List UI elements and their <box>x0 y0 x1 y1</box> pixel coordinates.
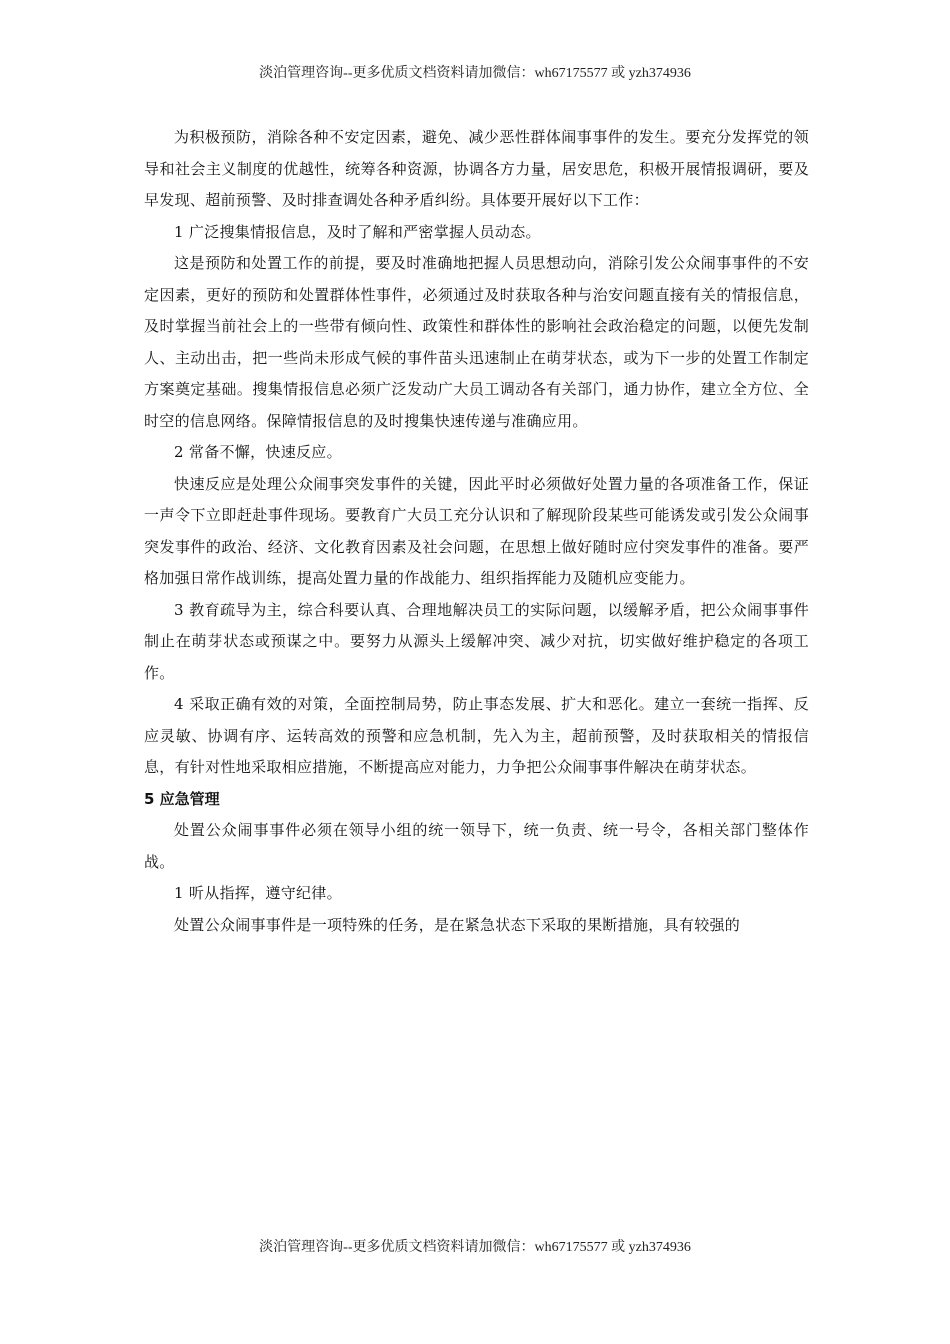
paragraph-item-1-body: 这是预防和处置工作的前提，要及时准确地把握人员思想动向，消除引发公众闹事事件的不安定因素，更好的预防和处置群体性事件，必须通过及时获取各种与治安问题直接有关的情报信息，及时掌握当前社会上的一些带有倾向性、政策性和群体性的影响社会政治稳定的问题，以便先发制人、主动出击，把一些尚未形成气候的事件苗头迅速制止在萌芽状态，或为下一步的处置工作制定方案奠定基础。搜集情报信息必须广泛发动广大员工调动各有关部门，通力协作，建立全方位、全时空的信息网络。保障情报信息的及时搜集快速传递与准确应用。 <box>144 254 809 430</box>
paragraph-item-1-title: 1 广泛搜集情报信息，及时了解和严密掌握人员动态。 <box>174 222 541 241</box>
paragraph-section-item-1-title: 1 听从指挥，遵守纪律。 <box>174 884 342 902</box>
paragraph-item-2-title: 2 常备不懈，快速反应。 <box>174 443 342 461</box>
paragraph-item-3: 3 教育疏导为主，综合科要认真、合理地解决员工的实际问题，以缓解矛盾，把公众闹事事件制止在萌芽状态或预谋之中。要努力从源头上缓解冲突、减少对抗，切实做好维护稳定的各项工作。 <box>144 600 809 682</box>
page-header: 淡泊管理咨询--更多优质文档资料请加微信：wh67175577 或 yzh374936 <box>259 66 691 81</box>
paragraph-item-2-body: 快速反应是处理公众闹事突发事件的关键，因此平时必须做好处置力量的各项准备工作，保证一声令下立即赶赴事件现场。要教育广大员工充分认识和了解现阶段某些可能诱发或引发公众闹事突发事件的政治、经济、文化教育因素及社会问题，在思想上做好随时应付突发事件的准备。要严格加强日常作战训练，提高处置力量的作战能力、组织指挥能力及随机应变能力。 <box>144 474 809 587</box>
paragraph-section-intro: 处置公众闹事事件必须在领导小组的统一领导下，统一负责、统一号令，各相关部门整体作战。 <box>144 821 809 871</box>
page-footer: 淡泊管理咨询--更多优质文档资料请加微信：wh67175577 或 yzh374936 <box>259 1240 691 1255</box>
document-body <box>144 122 809 941</box>
section-heading: 5 应急管理 <box>144 789 220 808</box>
paragraph-intro: 为积极预防，消除各种不安定因素，避免、减少恶性群体闹事事件的发生。要充分发挥党的领导和社会主义制度的优越性，统筹各种资源，协调各方力量，居安思危，积极开展情报调研，要及早发现、超前预警、及时排查调处各种矛盾纠纷。具体要开展好以下工作： <box>144 128 809 209</box>
paragraph-item-4: 4 采取正确有效的对策，全面控制局势，防止事态发展、扩大和恶化。建立一套统一指挥、反应灵敏、协调有序、运转高效的预警和应急机制，先入为主，超前预警，及时获取相关的情报信息，有针对性地采取相应措施，不断提高应对能力，力争把公众闹事事件解决在萌芽状态。 <box>144 695 809 776</box>
paragraph-section-item-1-body: 处置公众闹事事件是一项特殊的任务，是在紧急状态下采取的果断措施，具有较强的 <box>174 915 741 934</box>
